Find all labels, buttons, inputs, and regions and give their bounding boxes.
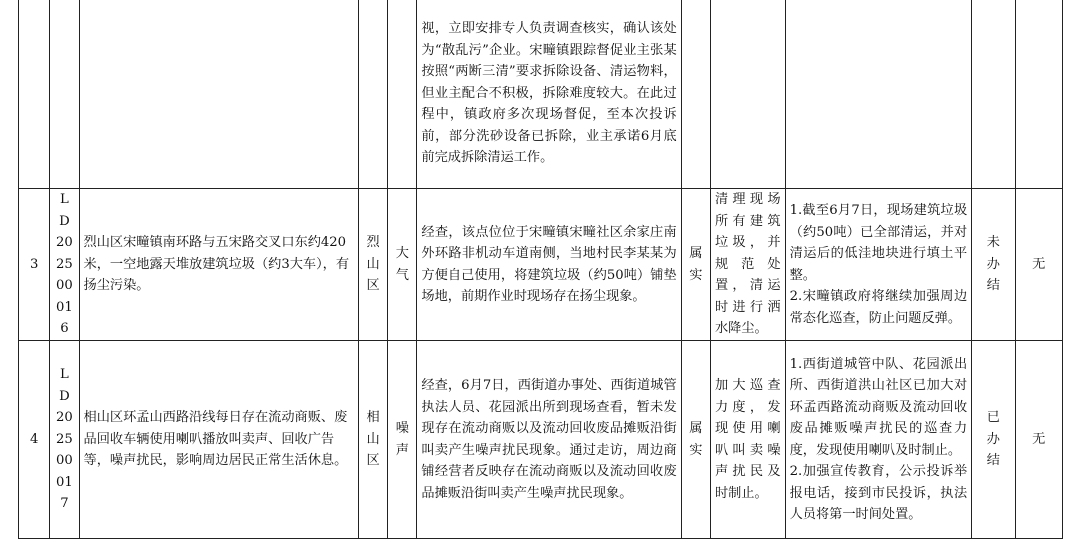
- status-char: 结: [986, 453, 1000, 469]
- status-cell: [972, 189, 1015, 341]
- code-part: 20: [56, 235, 73, 251]
- table-row: [19, 0, 1063, 189]
- finding-cell: [417, 0, 681, 189]
- accountability-text: 无: [1032, 256, 1046, 272]
- table-row: [19, 189, 1063, 341]
- description-cell: [79, 0, 358, 189]
- code-cell: [50, 189, 79, 341]
- district-cell: [358, 0, 387, 189]
- district-char: 山: [366, 431, 380, 447]
- rectification-text: 1.西街道城管中队、花园派出所、西街道洪山社区已加大对环孟西路流动商贩及流动回收废品摊贩噪声扰民的巡查力度，发现使用喇叭及时制止。 2.加强宣传教育，公示投诉举报电话，接到市民投诉，执法人员将第一时间处置。: [789, 356, 968, 522]
- verdict-cell: [681, 341, 710, 539]
- district-char: 区: [366, 278, 380, 294]
- code-cell: [50, 341, 79, 539]
- verdict-char: 属: [689, 421, 703, 436]
- status-char: 办: [986, 431, 1000, 447]
- district-char: 烈: [366, 235, 380, 251]
- district-char: 区: [366, 453, 380, 469]
- type-cell: [388, 341, 417, 539]
- code-part: L: [60, 367, 69, 383]
- table-row: [19, 341, 1063, 539]
- code-part: 01: [56, 474, 73, 490]
- measure-text: 清理现场所有建筑垃圾，并规范处置，清运时进行洒水降尘。: [714, 192, 781, 337]
- code-part: 00: [56, 278, 73, 294]
- measure-text: 加大巡查力度，发现使用喇叭叫卖噪声扰民及时制止。: [714, 378, 781, 501]
- code-part: 6: [60, 321, 69, 337]
- verdict-char: 属: [689, 246, 703, 261]
- seq-cell: [19, 341, 50, 539]
- type-cell: [388, 189, 417, 341]
- finding-cell: [417, 341, 681, 539]
- finding-text: 视，立即安排专人负责调查核实，确认该处为“散乱污”企业。宋疃镇跟踪督促业主张某按照“两断三清”要求拆除设备、清运物料，但业主配合不积极，拆除难度较大。在此过程中，镇政府多次现场督促，至本次投诉前，部分洗砂设备已拆除，业主承诺6月底前完成拆除清运工作。: [421, 21, 677, 166]
- measure-cell: [710, 0, 785, 189]
- accountability-cell: [1015, 0, 1062, 189]
- district-char: 山: [366, 256, 380, 272]
- description-cell: [79, 341, 358, 539]
- type-char: 噪: [395, 421, 409, 436]
- accountability-text: 无: [1032, 431, 1046, 447]
- finding-text: 经查，6月7日，西街道办事处、西街道城管执法人员、花园派出所到现场查看，暂未发现存在流动商贩以及流动回收废品摊贩沿街叫卖产生噪声扰民现象。通过走访，周边商铺经营者反映存在流动商贩以及流动回收废品摊贩沿街叫卖产生噪声扰民现象。: [421, 378, 677, 501]
- verdict-char: 实: [689, 442, 703, 458]
- code-part: L: [60, 192, 69, 208]
- rectification-text: 1.截至6月7日，现场建筑垃圾（约50吨）已全部清运，并对清运后的低洼地块进行填土平整。 2.宋疃镇政府将继续加强周边常态化巡查，防止问题反弹。: [789, 203, 968, 326]
- status-cell: [972, 0, 1015, 189]
- seq-number: 3: [29, 256, 39, 272]
- accountability-cell: [1015, 341, 1062, 539]
- rectification-cell: [785, 0, 972, 189]
- type-char: 声: [395, 442, 409, 458]
- description-text: 相山区环孟山西路沿线每日存在流动商贩、废品回收车辆使用喇叭播放叫卖声、回收广告等，噪声扰民，影响周边居民正常生活休息。: [83, 410, 348, 469]
- type-cell: [388, 0, 417, 189]
- code-cell: [50, 0, 79, 189]
- rectification-cell: [785, 189, 972, 341]
- status-char: 未: [986, 235, 1000, 251]
- status-char: 结: [986, 278, 1000, 294]
- measure-cell: [710, 189, 785, 341]
- seq-number: 4: [29, 431, 39, 447]
- code-part: 25: [56, 256, 73, 272]
- status-char: 已: [986, 410, 1000, 426]
- code-part: D: [59, 388, 70, 404]
- finding-cell: [417, 189, 681, 341]
- accountability-cell: [1015, 189, 1062, 341]
- district-cell: [358, 189, 387, 341]
- type-char: 大: [395, 246, 409, 261]
- complaint-table: [18, 0, 1063, 539]
- code-part: 01: [56, 299, 73, 315]
- rectification-cell: [785, 341, 972, 539]
- code-part: 7: [60, 496, 69, 512]
- type-char: 气: [395, 267, 409, 283]
- code-part: D: [59, 213, 70, 229]
- description-text: 烈山区宋疃镇南环路与五宋路交叉口东约420米，一空地露天堆放建筑垃圾（约3大车），有扬尘污染。: [83, 235, 350, 294]
- code-part: 00: [56, 453, 73, 469]
- status-cell: [972, 341, 1015, 539]
- seq-cell: [19, 0, 50, 189]
- verdict-cell: [681, 0, 710, 189]
- seq-cell: [19, 189, 50, 341]
- verdict-cell: [681, 189, 710, 341]
- measure-cell: [710, 341, 785, 539]
- code-part: 20: [56, 410, 73, 426]
- status-char: 办: [986, 256, 1000, 272]
- district-cell: [358, 341, 387, 539]
- finding-text: 经查，该点位位于宋疃镇宋疃社区余家庄南外环路非机动车道南侧，当地村民李某某为方便自己使用，将建筑垃圾（约50吨）铺垫场地，前期作业时现场存在扬尘现象。: [421, 224, 677, 304]
- district-char: 相: [366, 410, 380, 426]
- description-cell: [79, 189, 358, 341]
- verdict-char: 实: [689, 267, 703, 283]
- code-part: 25: [56, 431, 73, 447]
